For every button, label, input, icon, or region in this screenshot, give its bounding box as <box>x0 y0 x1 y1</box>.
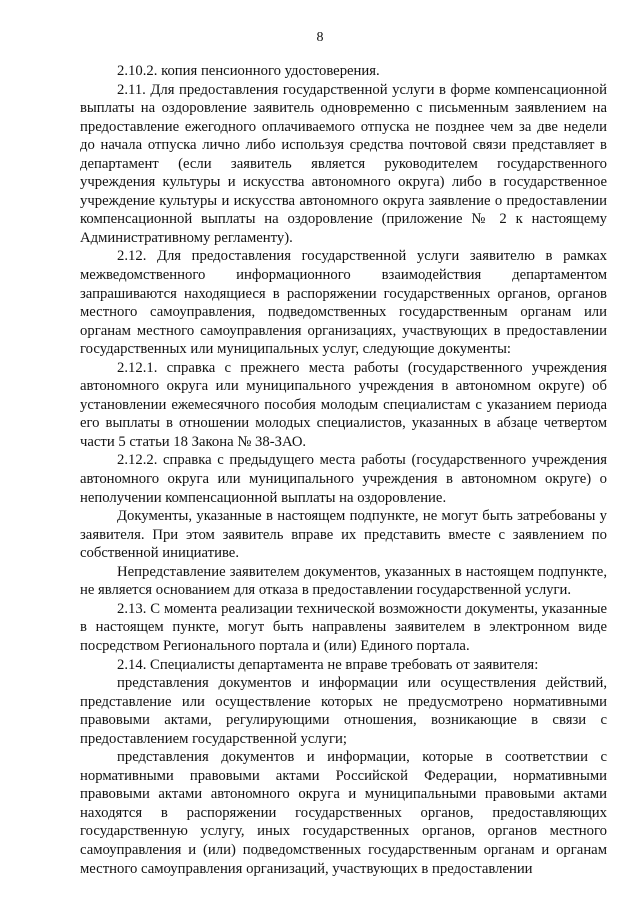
paragraph-2-12: 2.12. Для предоставления государственной услуги заявителю в рамках межведомственного информационного взаимодействия департаментом запрашиваются находящиеся в распоряжении государственных органов, органов местного самоуправления, подведомственных государственным органам или органам местного самоуправления организациях, участвующих в предоставлении государственных или муниципальных услуг, следующие документы: <box>80 248 607 358</box>
paragraph-requirement-2: представления документов и информации, которые в соответствии с нормативными правовыми актами Российской Федерации, нормативными правовыми актами автономного округа и муниципальными правовыми актами находятся в распоряжении государственных органов, предоставляющих государственную услугу, иных государственных органов, органов местного самоуправления и (или) подведомственных государственным органам и органам местного самоуправления организаций, участвующих в предоставлении <box>80 749 607 877</box>
paragraph-2-12-1: 2.12.1. справка с прежнего места работы (государственного учреждения автономного округа или муниципального учреждения в автономном округе) об установлении ежемесячного пособия молодым специалистам с указанием периода его выплаты в отношении молодых специалистов, указанных в абзаце четвертом части 5 статьи 18 Закона № 38-ЗАО. <box>80 359 607 450</box>
paragraph-requirement-1: представления документов и информации или осуществления действий, представление или осуществление которых не предусмотрено нормативными правовыми актами, регулирующими отношения, возникающие в связи с предоставлением государственной услуги; <box>80 675 607 747</box>
paragraph-2-10-2: 2.10.2. копия пенсионного удостоверения. <box>117 63 380 79</box>
paragraph-2-13: 2.13. С момента реализации технической возможности документы, указанные в настоящем пункте, могут быть направлены заявителем в электронном виде посредством Регионального портала и (или) Единого портала. <box>80 600 607 654</box>
page-number: 8 <box>316 30 324 45</box>
document-body <box>80 62 607 878</box>
paragraph-2-14: 2.14. Специалисты департамента не вправе требовать от заявителя: <box>117 656 539 673</box>
paragraph-documents-note: Документы, указанные в настоящем подпункте, не могут быть затребованы у заявителя. При этом заявитель вправе их представить вместе с заявлением по собственной инициативе. <box>80 508 607 562</box>
paragraph-non-submission: Непредставление заявителем документов, указанных в настоящем подпункте, не является основанием для отказа в предоставлении государственной услуги. <box>80 563 607 599</box>
paragraph-2-11: 2.11. Для предоставления государственной услуги в форме компенсационной выплаты на оздоровление заявитель одновременно с письменным заявлением на предоставление ежегодного оплачиваемого отпуска не позднее чем за две недели до начала отпуска лично либо используя средства почтовой связи представляет в департамент (если заявитель является руководителем государственного учреждения культуры и искусства автономного округа) либо в государственное учреждение культуры и искусства автономного округа заявление о предоставлении компенсационной выплаты на оздоровление (приложение № 2 к настоящему Административному регламенту). <box>80 81 607 246</box>
paragraph-2-12-2: 2.12.2. справка с предыдущего места работы (государственного учреждения автономного округа или муниципального учреждения в автономном округе) о неполучении компенсационной выплаты на оздоровление. <box>80 452 607 506</box>
